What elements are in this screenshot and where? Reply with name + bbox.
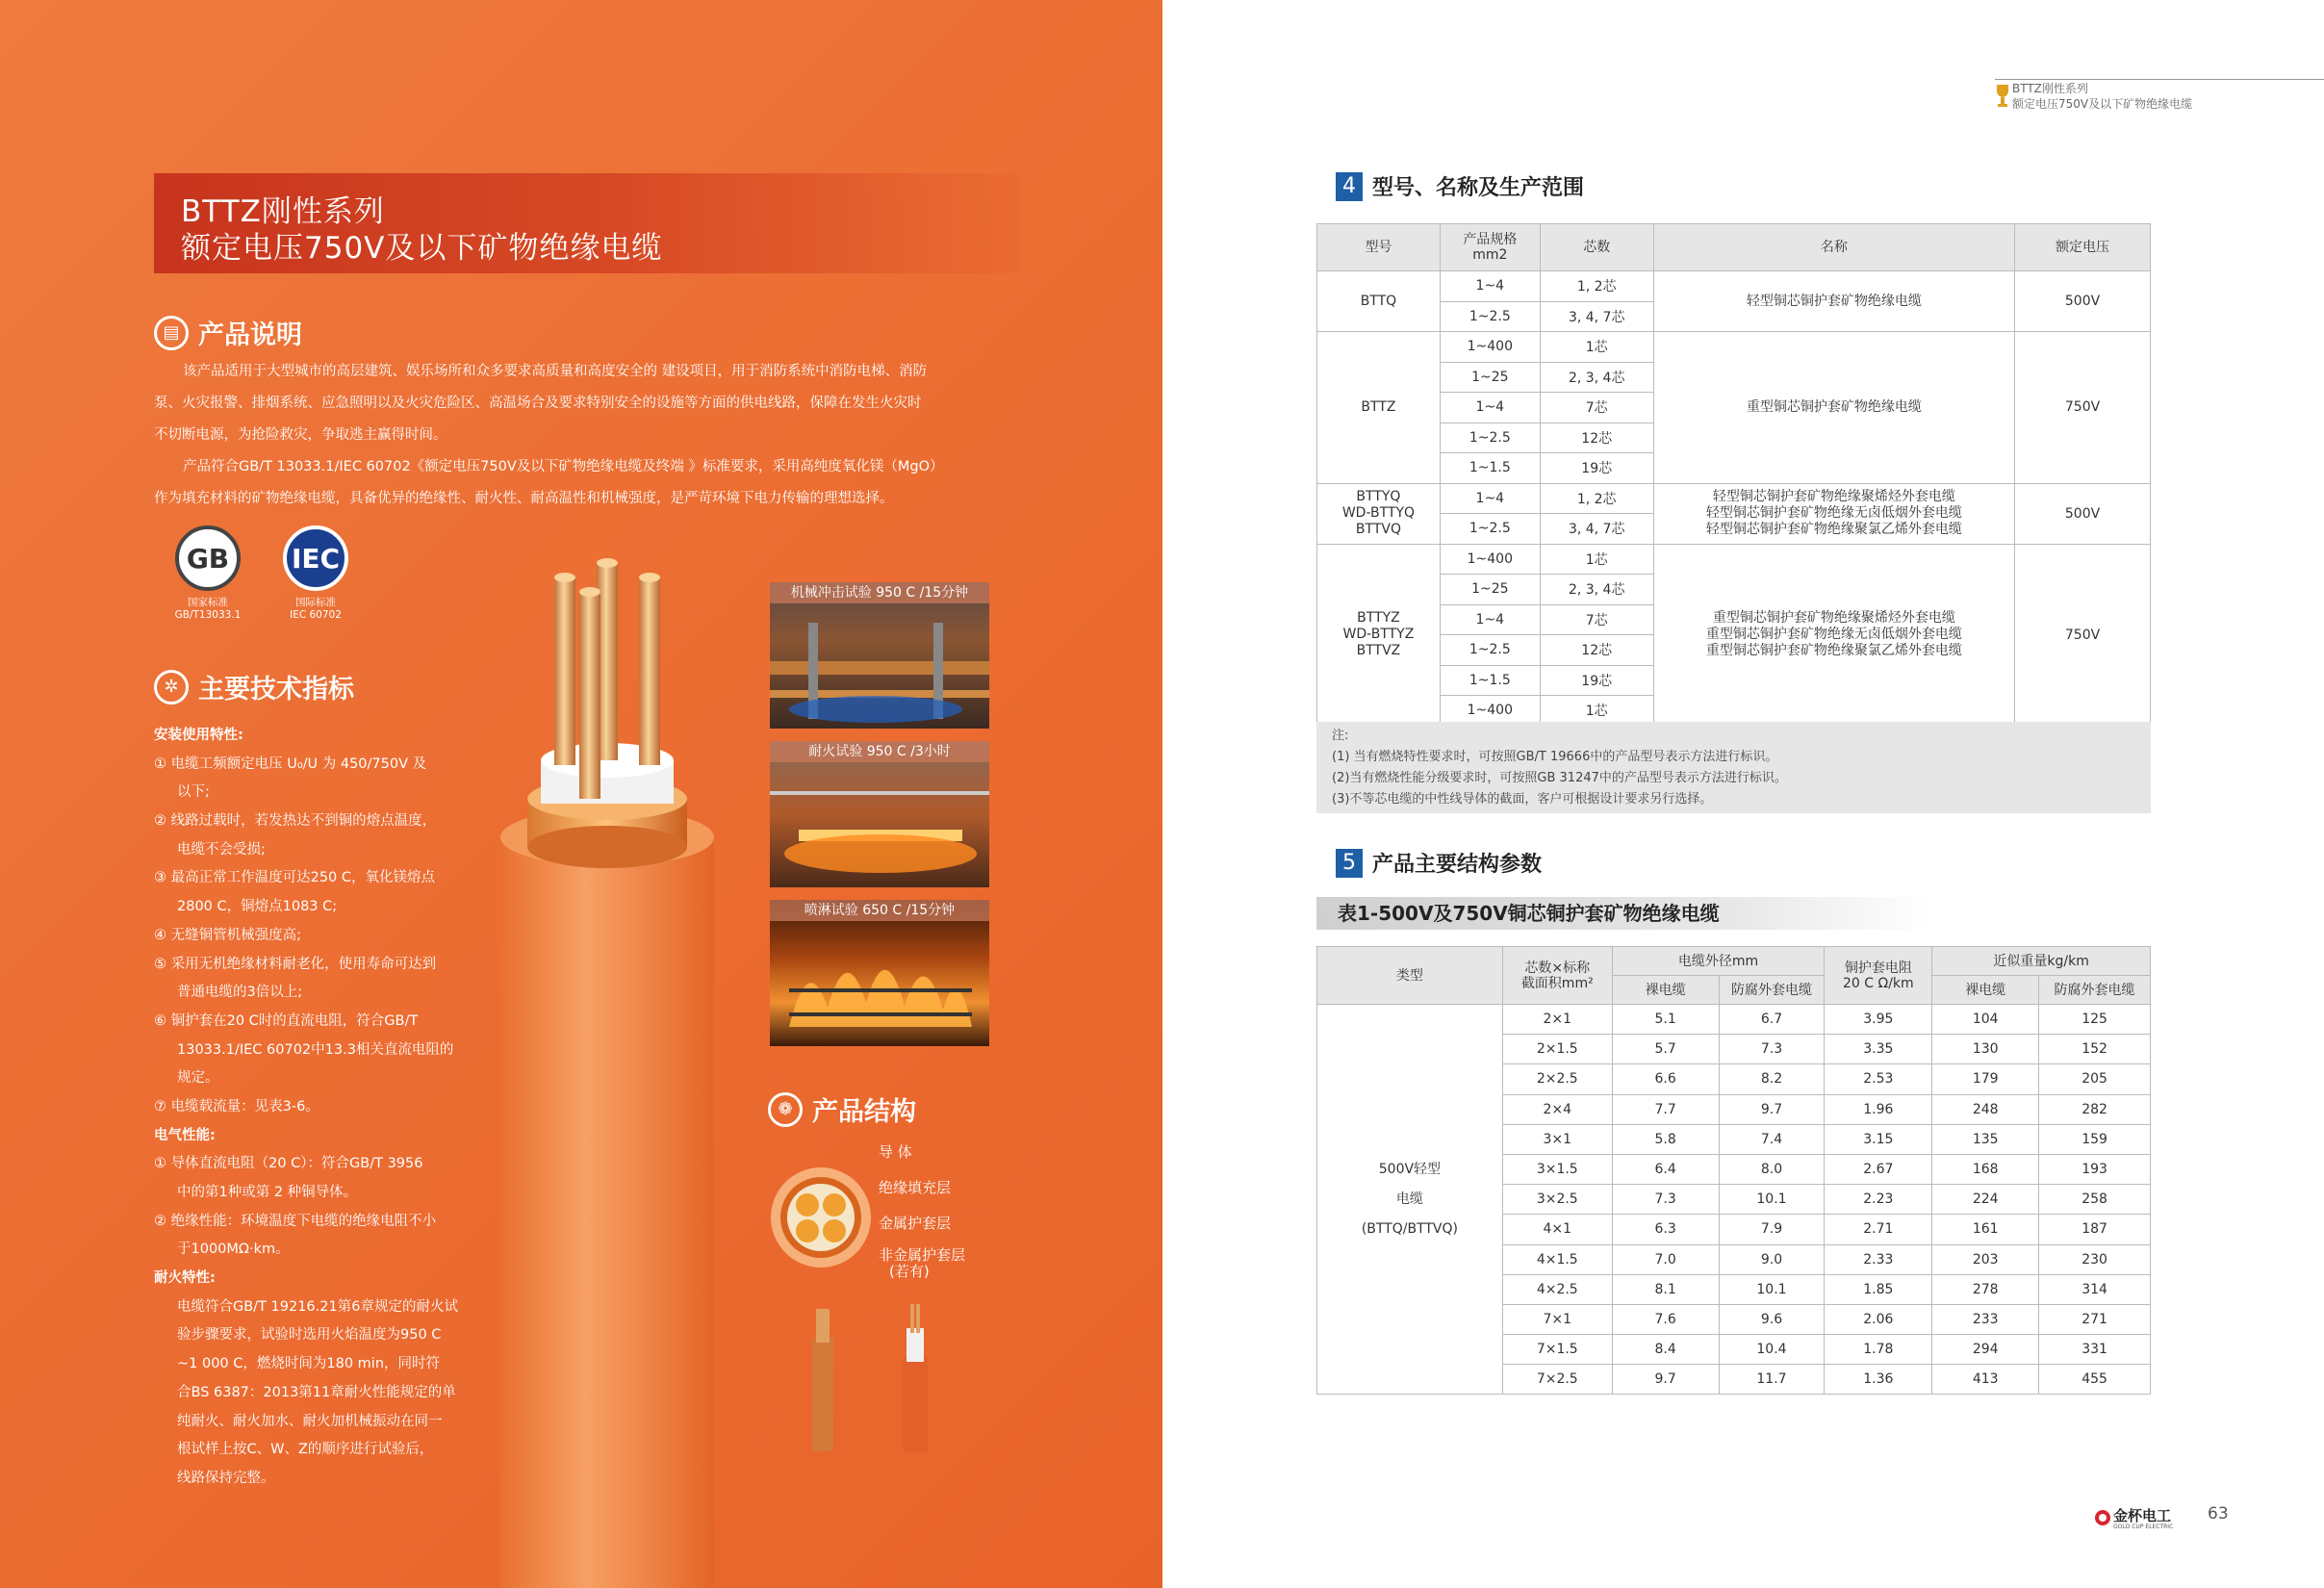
model-code: BTTZ bbox=[1361, 398, 1396, 415]
spec-line: 线路保持完整。 bbox=[177, 1470, 275, 1486]
gb-logo: GB bbox=[175, 525, 241, 591]
spec-line: ② 绝缘性能：环境温度下电缆的绝缘电阻不小 bbox=[154, 1213, 437, 1229]
data-cell: 7×1.5 bbox=[1502, 1335, 1612, 1365]
gear-icon: ✲ bbox=[154, 670, 189, 704]
model-cell bbox=[1317, 483, 1441, 544]
data-cell: 9.0 bbox=[1719, 1244, 1825, 1274]
cable-name: 轻型铜芯铜护套矿物绝缘聚氯乙烯外套电缆 bbox=[1705, 522, 1962, 537]
desc-p2-l1: 产品符合GB/T 13033.1/IEC 60702《额定电压750V及以下矿物绝缘电缆及终端 》标准要求，采用高纯度氧化镁（MgO） bbox=[183, 459, 944, 474]
brand-subtitle: GOLD CUP ELECTRIC bbox=[2113, 1524, 2174, 1530]
structure-label-nonmetal-sheath: 非金属护套层 bbox=[879, 1246, 966, 1264]
data-cell: 7.6 bbox=[1612, 1304, 1719, 1334]
cores-cell: 19芯 bbox=[1540, 665, 1653, 696]
data-cell: 2.23 bbox=[1825, 1185, 1932, 1215]
data-cell: 6.6 bbox=[1612, 1064, 1719, 1094]
spec-line: 安装使用特性: bbox=[154, 728, 243, 743]
data-cell: 5.1 bbox=[1612, 1005, 1719, 1035]
spec-cell: 1~25 bbox=[1440, 362, 1540, 393]
trophy-icon bbox=[1996, 83, 2009, 112]
spec-cell: 1~25 bbox=[1440, 575, 1540, 605]
spec-line: 规定。 bbox=[177, 1070, 219, 1087]
name-cell bbox=[1653, 483, 2014, 544]
name-cell bbox=[1653, 271, 2014, 332]
data-cell: 1.85 bbox=[1825, 1274, 1932, 1304]
data-cell: 125 bbox=[2039, 1005, 2151, 1035]
data-cell: 193 bbox=[2039, 1154, 2151, 1184]
brand-name: 金杯电工 bbox=[2113, 1507, 2172, 1524]
table-1-caption: 表1-500V及750V铜芯铜护套矿物绝缘电缆 bbox=[1316, 897, 1932, 930]
data-cell: 205 bbox=[2039, 1064, 2151, 1094]
data-cell: 187 bbox=[2039, 1215, 2151, 1244]
data-cell: 294 bbox=[1932, 1335, 2039, 1365]
data-cell: 3×2.5 bbox=[1502, 1185, 1612, 1215]
t2-header-type: 类型 bbox=[1317, 947, 1503, 1005]
data-cell: 7.3 bbox=[1719, 1035, 1825, 1064]
t2-header-weight: 近似重量kg/km bbox=[1932, 947, 2151, 976]
data-cell: 258 bbox=[2039, 1185, 2151, 1215]
spec-line: ④ 无缝铜管机械强度高; bbox=[154, 927, 301, 943]
cores-cell: 3, 4, 7芯 bbox=[1540, 301, 1653, 332]
t1-header-voltage: 额定电压 bbox=[2015, 224, 2151, 271]
t1-header-cores: 芯数 bbox=[1540, 224, 1653, 271]
spec-line: ⑥ 铜护套在20 C时的直流电阻，符合GB/T bbox=[154, 1012, 419, 1029]
cores-cell: 3, 4, 7芯 bbox=[1540, 514, 1653, 545]
t2-header-cores bbox=[1502, 947, 1612, 1005]
data-cell: 230 bbox=[2039, 1244, 2151, 1274]
desc-p1-l2: 泵、火灾报警、排烟系统、应急照明以及火灾危险区、高温场合及要求特别安全的设施等方面的供电线路，保障在发生火灾时 bbox=[154, 396, 922, 411]
t2-body bbox=[1317, 1005, 2151, 1395]
desc-p1-l3: 不切断电源，为抢险救灾，争取逃主赢得时间。 bbox=[154, 427, 447, 443]
cable-name: 重型铜芯铜护套矿物绝缘聚烯烃外套电缆 bbox=[1712, 610, 1955, 626]
t2-header-weight-bare: 裸电缆 bbox=[1932, 976, 2039, 1005]
data-cell: 1.96 bbox=[1825, 1094, 1932, 1124]
running-header-line1: BTTZ刚性系列 bbox=[2012, 82, 2088, 95]
model-range-table bbox=[1316, 223, 2151, 727]
product-desc-heading bbox=[154, 314, 302, 351]
iec-logo: IEC bbox=[283, 525, 348, 591]
desc-p1-l1: 该产品适用于大型城市的高层建筑、娱乐场所和众多要求高质量和高度安全的 建设项目，用于消防系统中消防电梯、消防 bbox=[183, 364, 928, 379]
spec-line: ⑤ 采用无机绝缘材料耐老化，使用寿命可达到 bbox=[154, 956, 437, 972]
photo-caption-3: 喷淋试验 650 C /15分钟 bbox=[770, 900, 989, 921]
data-cell: 5.8 bbox=[1612, 1124, 1719, 1154]
t2-header-cores-l1: 芯数×标称 bbox=[1524, 960, 1591, 976]
data-cell: 130 bbox=[1932, 1035, 2039, 1064]
cable-name: 重型铜芯铜护套矿物绝缘聚氯乙烯外套电缆 bbox=[1705, 643, 1962, 658]
spec-cell: 1~2.5 bbox=[1440, 301, 1540, 332]
page-title-line1: BTTZ刚性系列 bbox=[181, 194, 385, 229]
data-cell: 2×1 bbox=[1502, 1005, 1612, 1035]
data-cell: 168 bbox=[1932, 1154, 2039, 1184]
spec-line: ① 电缆工频额定电压 U₀/U 为 450/750V 及 bbox=[154, 756, 427, 772]
spec-line: 于1000MΩ·km。 bbox=[177, 1242, 290, 1258]
data-cell: 11.7 bbox=[1719, 1365, 1825, 1395]
type-cell bbox=[1317, 1005, 1503, 1395]
data-cell: 4×2.5 bbox=[1502, 1274, 1612, 1304]
data-cell: 7.4 bbox=[1719, 1124, 1825, 1154]
t1-header-spec-l1: 产品规格 bbox=[1463, 232, 1518, 247]
note-2: (2)当有燃烧性能分级要求时，可按照GB 31247中的产品型号表示方法进行标识。 bbox=[1332, 771, 1787, 785]
data-cell: 2×4 bbox=[1502, 1094, 1612, 1124]
gb-caption-l1: 国家标准 bbox=[188, 597, 228, 608]
cable-samples bbox=[806, 1299, 989, 1453]
data-cell: 8.4 bbox=[1612, 1335, 1719, 1365]
table-row bbox=[1317, 544, 2151, 575]
data-cell: 8.0 bbox=[1719, 1154, 1825, 1184]
iec-caption-l1: 国际标准 bbox=[295, 597, 336, 608]
spec-line: 合BS 6387：2013第11章耐火性能规定的单 bbox=[177, 1384, 456, 1400]
cable-name: 重型铜芯铜护套矿物绝缘电缆 bbox=[1746, 398, 1922, 415]
section-5-title: 产品主要结构参数 bbox=[1372, 853, 1543, 877]
t2-header-od: 电缆外径mm bbox=[1612, 947, 1825, 976]
data-cell: 3×1 bbox=[1502, 1124, 1612, 1154]
spec-line: 纯耐火、耐火加水、耐火加机械振动在同一 bbox=[177, 1413, 443, 1429]
data-cell: 1.78 bbox=[1825, 1335, 1932, 1365]
model-code: BTTQ bbox=[1360, 293, 1397, 309]
spec-line: 电缆不会受损; bbox=[177, 841, 266, 858]
section-5-number: 5 bbox=[1336, 849, 1363, 878]
spec-line: ② 线路过载时，若发热达不到铜的熔点温度， bbox=[154, 813, 437, 830]
test-rig-icon bbox=[770, 603, 989, 729]
flame-icon bbox=[770, 762, 989, 887]
data-cell: 413 bbox=[1932, 1365, 2039, 1395]
name-cell bbox=[1653, 332, 2014, 484]
data-cell: 271 bbox=[2039, 1304, 2151, 1334]
data-cell: 8.2 bbox=[1719, 1064, 1825, 1094]
spec-line: 电缆符合GB/T 19216.21第6章规定的耐火试 bbox=[177, 1298, 458, 1315]
model-code: BTTYQ bbox=[1356, 489, 1401, 504]
spec-line: 电气性能: bbox=[154, 1127, 216, 1143]
spray-test-photo bbox=[770, 900, 989, 1046]
tech-heading-text: 主要技术指标 bbox=[198, 675, 354, 704]
data-cell: 2.67 bbox=[1825, 1154, 1932, 1184]
type-line: 电缆 bbox=[1395, 1191, 1423, 1207]
spec-line: ⑦ 电缆载流量：见表3-6。 bbox=[154, 1098, 319, 1114]
data-cell: 278 bbox=[1932, 1274, 2039, 1304]
spec-line: ~1 000 C，燃烧时间为180 min，同时符 bbox=[177, 1356, 441, 1372]
data-cell: 9.7 bbox=[1612, 1365, 1719, 1395]
fire-test-photo bbox=[770, 741, 989, 887]
data-cell: 7×2.5 bbox=[1502, 1365, 1612, 1395]
data-cell: 2.33 bbox=[1825, 1244, 1932, 1274]
brand-logo-icon bbox=[2094, 1509, 2111, 1526]
t1-header-model: 型号 bbox=[1317, 224, 1441, 271]
model-code: WD-BTTYZ bbox=[1342, 627, 1415, 642]
spec-line: 以下; bbox=[177, 784, 210, 801]
data-cell: 233 bbox=[1932, 1304, 2039, 1334]
t1-header-spec-l2: mm2 bbox=[1472, 247, 1508, 263]
page-number: 63 bbox=[2208, 1504, 2229, 1524]
spec-line: 根试样上按C、W、Z的顺序进行试验后， bbox=[177, 1442, 434, 1458]
data-cell: 3.15 bbox=[1825, 1124, 1932, 1154]
data-cell: 3.35 bbox=[1825, 1035, 1932, 1064]
spec-cell: 1~1.5 bbox=[1440, 453, 1540, 484]
running-header-line2: 额定电压750V及以下矿物绝缘电缆 bbox=[2012, 97, 2193, 111]
model-cell bbox=[1317, 332, 1441, 484]
data-cell: 135 bbox=[1932, 1124, 2039, 1154]
structure-label-insulation: 绝缘填充层 bbox=[879, 1179, 952, 1196]
iec-caption-l2: IEC 60702 bbox=[290, 609, 342, 621]
spec-cell: 1~2.5 bbox=[1440, 514, 1540, 545]
cores-cell: 1芯 bbox=[1540, 332, 1653, 363]
structure-params-table bbox=[1316, 946, 2151, 1395]
structure-label-optional: (若有) bbox=[889, 1263, 930, 1280]
data-cell: 2.06 bbox=[1825, 1304, 1932, 1334]
gb-caption-l2: GB/T13033.1 bbox=[174, 609, 242, 621]
type-line: 500V轻型 bbox=[1378, 1161, 1442, 1177]
cable-illustration bbox=[500, 558, 722, 1588]
gb-logo-caption bbox=[160, 597, 256, 622]
data-cell: 9.6 bbox=[1719, 1304, 1825, 1334]
cable-name: 轻型铜芯铜护套矿物绝缘无卤低烟外套电缆 bbox=[1705, 505, 1962, 521]
data-cell: 4×1.5 bbox=[1502, 1244, 1612, 1274]
mechanical-impact-photo bbox=[770, 582, 989, 729]
model-cell bbox=[1317, 271, 1441, 332]
cores-cell: 1芯 bbox=[1540, 544, 1653, 575]
product-desc-heading-text: 产品说明 bbox=[198, 320, 302, 350]
spec-cell: 1~2.5 bbox=[1440, 635, 1540, 666]
cores-cell: 1, 2芯 bbox=[1540, 483, 1653, 514]
model-code: WD-BTTYQ bbox=[1341, 505, 1416, 521]
voltage-cell: 750V bbox=[2015, 332, 2151, 484]
t2-header-res-l1: 铜护套电阻 bbox=[1844, 960, 1912, 976]
data-cell: 2×1.5 bbox=[1502, 1035, 1612, 1064]
spec-line: ③ 最高正常工作温度可达250 C，氧化镁熔点 bbox=[154, 870, 436, 886]
data-cell: 1.36 bbox=[1825, 1365, 1932, 1395]
data-cell: 6.3 bbox=[1612, 1215, 1719, 1244]
right-page bbox=[1162, 0, 2324, 1588]
table-row bbox=[1317, 332, 2151, 363]
data-cell: 7.3 bbox=[1612, 1185, 1719, 1215]
data-cell: 2.53 bbox=[1825, 1064, 1932, 1094]
data-cell: 7×1 bbox=[1502, 1304, 1612, 1334]
structure-label-metal-sheath: 金属护套层 bbox=[879, 1215, 952, 1232]
data-cell: 9.7 bbox=[1719, 1094, 1825, 1124]
type-line: (BTTQ/BTTVQ) bbox=[1361, 1220, 1458, 1237]
voltage-cell: 500V bbox=[2015, 271, 2151, 332]
data-cell: 7.7 bbox=[1612, 1094, 1719, 1124]
t1-body bbox=[1317, 271, 2151, 727]
data-cell: 159 bbox=[2039, 1124, 2151, 1154]
data-cell: 224 bbox=[1932, 1185, 2039, 1215]
structure-label-conductor: 导 体 bbox=[879, 1143, 912, 1161]
spec-cell: 1~1.5 bbox=[1440, 665, 1540, 696]
cable-cross-section bbox=[768, 1165, 874, 1270]
spec-cell: 1~400 bbox=[1440, 544, 1540, 575]
data-cell: 10.4 bbox=[1719, 1335, 1825, 1365]
spec-line: 耐火特性: bbox=[154, 1270, 216, 1287]
cores-cell: 12芯 bbox=[1540, 423, 1653, 453]
data-cell: 8.1 bbox=[1612, 1274, 1719, 1304]
spec-cell: 1~4 bbox=[1440, 604, 1540, 635]
spec-cell: 1~2.5 bbox=[1440, 423, 1540, 453]
running-header bbox=[2012, 81, 2192, 112]
data-cell: 3.95 bbox=[1825, 1005, 1932, 1035]
data-cell: 2.71 bbox=[1825, 1215, 1932, 1244]
spec-list bbox=[154, 722, 481, 1494]
t2-header-od-bare: 裸电缆 bbox=[1612, 976, 1719, 1005]
voltage-cell: 750V bbox=[2015, 544, 2151, 726]
tech-heading bbox=[154, 668, 354, 705]
spec-line: 验步骤要求，试验时选用火焰温度为950 C bbox=[177, 1327, 442, 1344]
structure-heading-text: 产品结构 bbox=[812, 1097, 916, 1127]
cable-name: 轻型铜芯铜护套矿物绝缘聚烯烃外套电缆 bbox=[1712, 489, 1955, 504]
t2-header-cores-l2: 截面积mm² bbox=[1520, 975, 1594, 991]
spec-cell: 1~4 bbox=[1440, 271, 1540, 302]
cores-cell: 7芯 bbox=[1540, 604, 1653, 635]
data-cell: 4×1 bbox=[1502, 1215, 1612, 1244]
t2-header-res-l2: 20 C Ω/km bbox=[1843, 975, 1914, 991]
header-rule bbox=[1995, 79, 2324, 80]
data-cell: 152 bbox=[2039, 1035, 2151, 1064]
spec-cell: 1~400 bbox=[1440, 696, 1540, 727]
cores-cell: 2, 3, 4芯 bbox=[1540, 362, 1653, 393]
data-cell: 10.1 bbox=[1719, 1274, 1825, 1304]
model-code: BTTVQ bbox=[1355, 522, 1401, 537]
cable-name: 轻型铜芯铜护套矿物绝缘电缆 bbox=[1746, 293, 1922, 309]
spec-line: 2800 C，铜熔点1083 C; bbox=[177, 899, 338, 915]
data-cell: 331 bbox=[2039, 1335, 2151, 1365]
structure-icon: ❁ bbox=[768, 1092, 803, 1127]
data-cell: 248 bbox=[1932, 1094, 2039, 1124]
data-cell: 161 bbox=[1932, 1215, 2039, 1244]
model-code: BTTVZ bbox=[1356, 643, 1401, 658]
cores-cell: 1, 2芯 bbox=[1540, 271, 1653, 302]
photo-caption-1: 机械冲击试验 950 C /15分钟 bbox=[770, 582, 989, 603]
spec-cell: 1~4 bbox=[1440, 483, 1540, 514]
title-band bbox=[154, 173, 1020, 273]
data-cell: 314 bbox=[2039, 1274, 2151, 1304]
cores-cell: 12芯 bbox=[1540, 635, 1653, 666]
name-cell bbox=[1653, 544, 2014, 726]
table-notes bbox=[1316, 722, 2151, 813]
data-cell: 6.7 bbox=[1719, 1005, 1825, 1035]
table-row bbox=[1317, 1005, 2151, 1035]
desc-p2-l2: 作为填充材料的矿物绝缘电缆，具备优异的绝缘性、耐火性、耐高温性和机械强度，是严苛环境下电力传输的理想选择。 bbox=[154, 491, 894, 506]
t1-header-spec bbox=[1440, 224, 1540, 271]
table-row bbox=[1317, 271, 2151, 302]
cores-cell: 1芯 bbox=[1540, 696, 1653, 727]
note-1: (1) 当有燃烧特性要求时，可按照GB/T 19666中的产品型号表示方法进行标识。 bbox=[1332, 750, 1778, 764]
cores-cell: 19芯 bbox=[1540, 453, 1653, 484]
spec-cell: 1~4 bbox=[1440, 393, 1540, 423]
table-row bbox=[1317, 483, 2151, 514]
section-5-heading bbox=[1336, 848, 1542, 878]
spec-line: 普通电缆的3倍以上; bbox=[177, 985, 303, 1001]
t2-header-resistance bbox=[1825, 947, 1932, 1005]
t1-header-name: 名称 bbox=[1653, 224, 2014, 271]
data-cell: 2×2.5 bbox=[1502, 1064, 1612, 1094]
data-cell: 10.1 bbox=[1719, 1185, 1825, 1215]
section-4-number: 4 bbox=[1336, 172, 1363, 201]
data-cell: 5.7 bbox=[1612, 1035, 1719, 1064]
cores-cell: 2, 3, 4芯 bbox=[1540, 575, 1653, 605]
product-desc-paragraphs bbox=[154, 356, 1020, 515]
section-4-heading bbox=[1336, 171, 1584, 201]
photo-caption-2: 耐火试验 950 C /3小时 bbox=[770, 741, 989, 762]
spec-line: 13033.1/IEC 60702中13.3相关直流电阻的 bbox=[177, 1041, 454, 1058]
page-title-line2: 额定电压750V及以下矿物绝缘电缆 bbox=[181, 231, 663, 266]
fire-icon bbox=[770, 921, 989, 1046]
data-cell: 104 bbox=[1932, 1005, 2039, 1035]
data-cell: 6.4 bbox=[1612, 1154, 1719, 1184]
model-code: BTTYZ bbox=[1357, 610, 1400, 626]
note-label: 注: bbox=[1332, 729, 1349, 743]
note-3: (3)不等芯电缆的中性线导体的截面，客户可根据设计要求另行选择。 bbox=[1332, 792, 1713, 807]
voltage-cell: 500V bbox=[2015, 483, 2151, 544]
data-cell: 203 bbox=[1932, 1244, 2039, 1274]
spec-line: ① 导体直流电阻（20 C）：符合GB/T 3956 bbox=[154, 1156, 423, 1172]
data-cell: 455 bbox=[2039, 1365, 2151, 1395]
spec-cell: 1~400 bbox=[1440, 332, 1540, 363]
structure-heading bbox=[768, 1090, 916, 1128]
spec-line: 中的第1种或第 2 种铜导体。 bbox=[177, 1185, 358, 1200]
data-cell: 3×1.5 bbox=[1502, 1154, 1612, 1184]
data-cell: 7.9 bbox=[1719, 1215, 1825, 1244]
data-cell: 282 bbox=[2039, 1094, 2151, 1124]
document-icon: ▤ bbox=[154, 316, 189, 350]
data-cell: 7.0 bbox=[1612, 1244, 1719, 1274]
cores-cell: 7芯 bbox=[1540, 393, 1653, 423]
data-cell: 179 bbox=[1932, 1064, 2039, 1094]
t2-header-od-jacket: 防腐外套电缆 bbox=[1719, 976, 1825, 1005]
iec-logo-caption bbox=[268, 597, 364, 622]
section-4-title: 型号、名称及生产范围 bbox=[1372, 176, 1585, 200]
t2-header-weight-jacket: 防腐外套电缆 bbox=[2039, 976, 2151, 1005]
model-cell bbox=[1317, 544, 1441, 726]
cable-name: 重型铜芯铜护套矿物绝缘无卤低烟外套电缆 bbox=[1705, 627, 1962, 642]
